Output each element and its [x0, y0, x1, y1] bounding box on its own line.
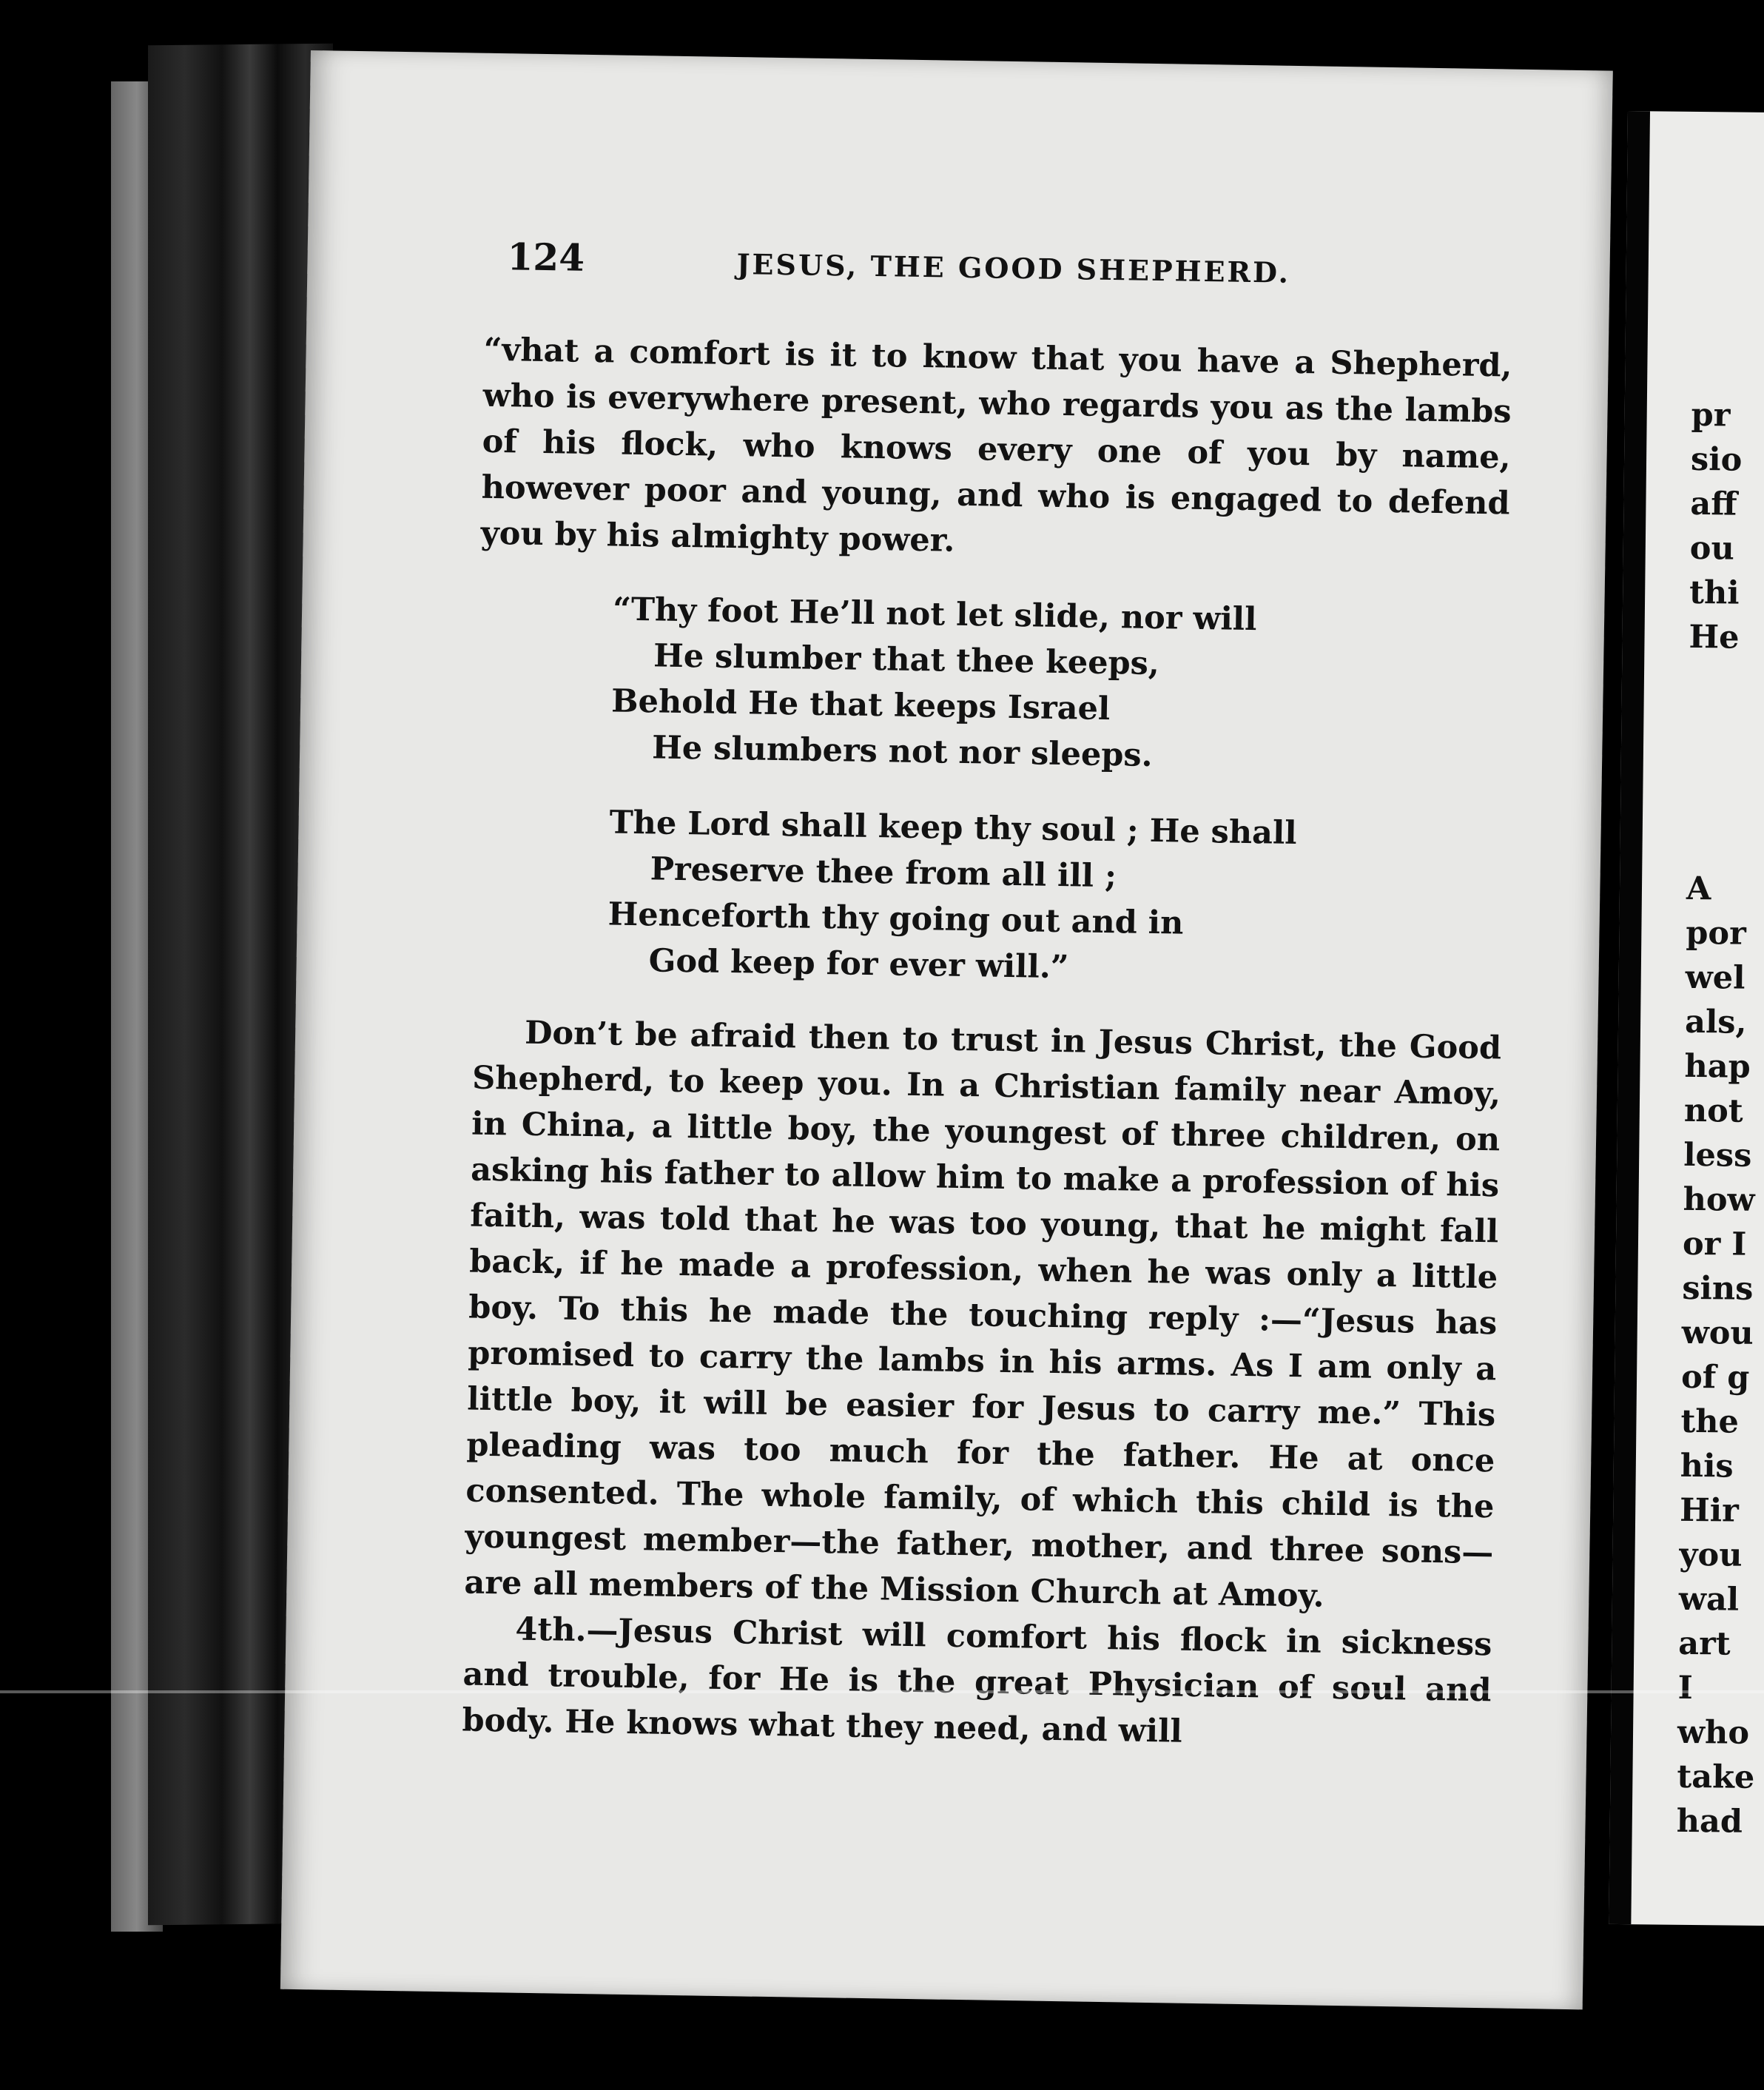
verse-line: Henceforth thy going out and in [607, 896, 1184, 942]
next-line: art [1678, 1624, 1731, 1663]
next-line: A [1686, 870, 1711, 908]
next-page-text [1676, 393, 1764, 1844]
verse-line: “Thy foot He’ll not let slide, nor will [612, 591, 1257, 639]
scan-artifact-line [0, 1690, 1764, 1693]
next-page-fragment [1609, 111, 1764, 1926]
next-line: sio [1690, 440, 1743, 479]
next-line: wal [1678, 1580, 1740, 1619]
running-head [507, 235, 1573, 303]
next-line: less [1683, 1136, 1752, 1175]
next-line: how [1683, 1180, 1755, 1219]
next-line: wel [1685, 958, 1746, 997]
next-line: take [1677, 1758, 1755, 1796]
next-line: ou [1689, 529, 1735, 568]
hymn-verse [607, 587, 1508, 998]
next-line: the [1680, 1402, 1740, 1441]
next-line: or I [1682, 1225, 1747, 1263]
next-gap [1686, 659, 1764, 867]
next-line: you [1679, 1536, 1743, 1574]
next-line: als, [1684, 1003, 1747, 1041]
next-line: aff [1690, 485, 1737, 523]
verse-line: Behold He that keeps Israel [610, 682, 1111, 728]
next-line: I [1677, 1669, 1694, 1707]
running-title: JESUS, THE GOOD SHEPHERD. [736, 247, 1291, 289]
next-line: wou [1681, 1314, 1754, 1352]
next-line: hap [1684, 1047, 1751, 1086]
next-line: of g [1680, 1358, 1750, 1397]
next-line: pr [1691, 396, 1731, 434]
verse-line: God keep for ever will.” [648, 942, 1069, 987]
verse-line: He slumber that thee keeps, [653, 637, 1160, 683]
next-line: not [1683, 1092, 1743, 1130]
paragraph-2: Don’t be afraid then to trust in Jesus Christ, the Good Shepherd, to keep you. In a Christian family near Amoy, in China, a little boy, the youngest of three children, on asking his father to allow him to make a profession of his faith, was told that he was too young, that he might fall back, if he made a profession, when he was only a little boy. To this he made the touching reply :—“Jesus has promised to carry the lambs in his arms. As I am only a little boy, it will be easier for Jesus to carry me.” This pleading was too much for the father. He at once consented. The whole family, of which this child is the youngest member—the father, mother, and three sons—are all members of the Mission Church at Amoy. [464, 1014, 1502, 1615]
page-content [280, 50, 1613, 2009]
next-line: thi [1689, 574, 1740, 612]
paragraph-1: “vhat a comfort is it to know that you have a Shepherd, who is everywhere present, who regards you as the lambs of his flock, who knows every one of you by name, however poor and young, and who is engaged to defend you by his almighty power. [480, 331, 1512, 560]
next-line: who [1677, 1713, 1750, 1752]
next-line: had [1676, 1802, 1743, 1841]
page-number: 124 [507, 235, 585, 280]
next-line: por [1686, 914, 1747, 952]
verse-line: The Lord shall keep thy soul ; He shall [609, 804, 1298, 853]
next-line: sins [1682, 1269, 1754, 1308]
next-line: Hir [1679, 1491, 1740, 1530]
verse-line: He slumbers not nor sleeps. [651, 729, 1153, 774]
paragraph-3: 4th.—Jesus Christ will comfort his flock in sickness and trouble, for He is the great Physician of soul and body. He knows what they need, and will [462, 1610, 1492, 1750]
body-text [462, 327, 1512, 1760]
next-line: He [1689, 618, 1740, 656]
verse-line: Preserve thee from all ill ; [650, 850, 1117, 896]
next-line: his [1680, 1447, 1734, 1485]
book-page [280, 50, 1613, 2009]
